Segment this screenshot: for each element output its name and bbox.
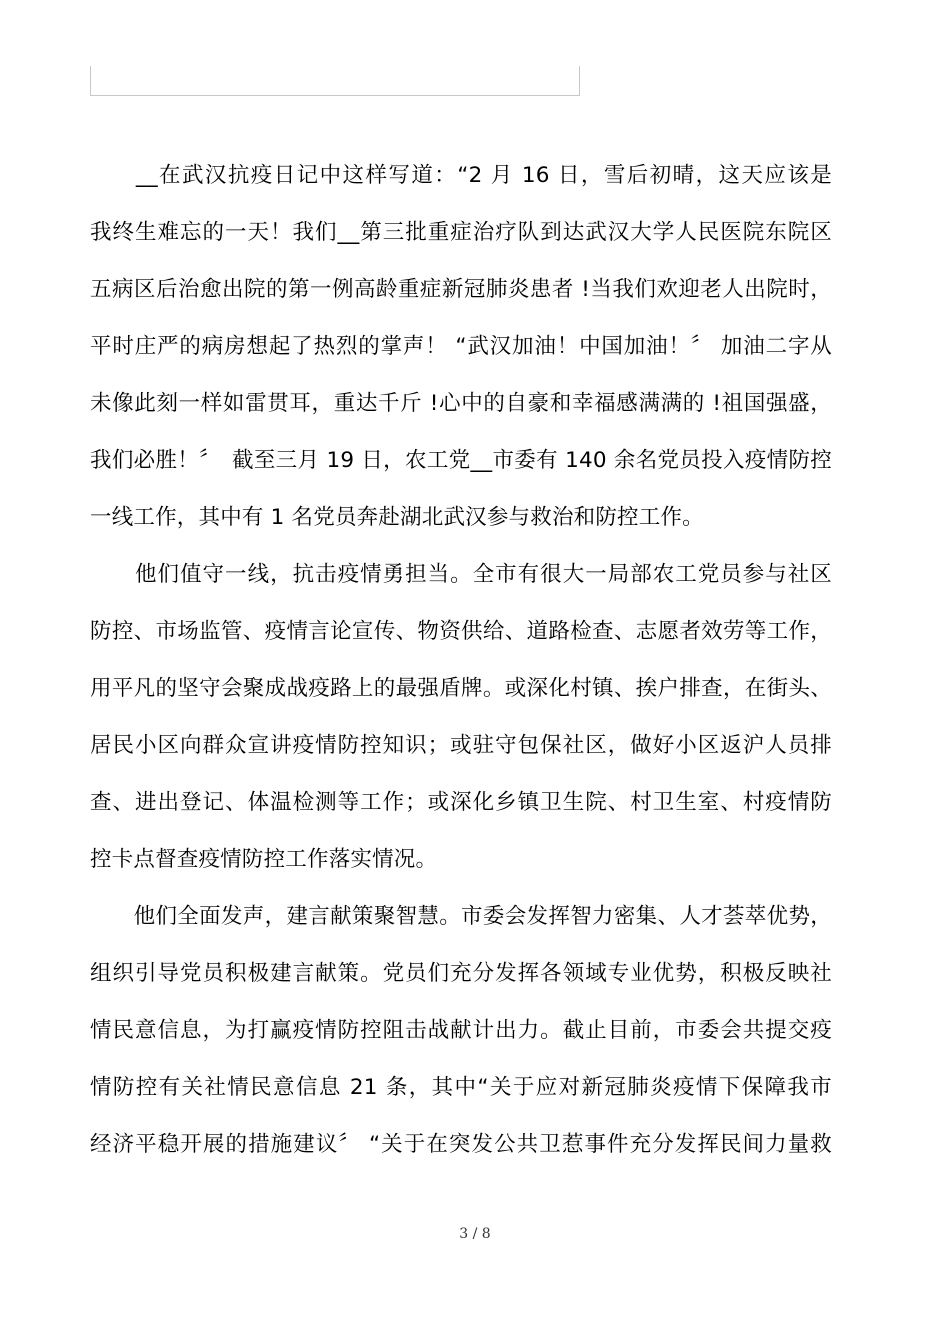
text-line: 我们必胜！〞 截至三月 19 日，农工党__市委有 140 余名党员投入疫情防控: [90, 448, 832, 473]
document-body: [90, 154, 832, 1180]
paragraph: [90, 154, 832, 553]
text-line: 未像此刻一样如雷贯耳，重达千斤 !心中的自豪和幸福感满满的 !祖国强盛，: [90, 391, 832, 416]
text-line: 防控、市场监管、疫情言论宣传、物资供给、道路检查、志愿者效劳等工作，: [90, 619, 832, 644]
page-number: 3 / 8: [459, 1226, 491, 1242]
text-line: 控卡点督查疫情防控工作落实情况。: [90, 847, 438, 872]
paragraph: [90, 895, 832, 1180]
text-line: __在武汉抗疫日记中这样写道：“2 月 16 日，雪后初晴，这天应该是: [90, 163, 832, 188]
text-line: 他们值守一线，抗击疫情勇担当。全市有很大一局部农工党员参与社区: [90, 562, 832, 587]
text-line: 五病区后治愈出院的第一例高龄重症新冠肺炎患者 !当我们欢迎老人出院时，: [90, 277, 832, 302]
table-fragment-border: [90, 66, 580, 96]
paragraph: [90, 553, 832, 895]
text-line: 查、进出登记、体温检测等工作；或深化乡镇卫生院、村卫生室、村疫情防: [90, 790, 832, 815]
text-line: 居民小区向群众宣讲疫情防控知识；或驻守包保社区，做好小区返沪人员排: [90, 733, 832, 758]
text-line: 一线工作，其中有 1 名党员奔赴湖北武汉参与救治和防控工作。: [90, 505, 704, 530]
text-line: 我终生难忘的一天！我们__第三批重症治疗队到达武汉大学人民医院东院区: [90, 220, 832, 245]
text-line: 经济平稳开展的措施建议〞 “关于在突发公共卫惹事件充分发挥民间力量救: [90, 1132, 832, 1157]
text-line: 组织引导党员积极建言献策。党员们充分发挥各领域专业优势，积极反映社: [90, 961, 832, 986]
text-line: 情防控有关社情民意信息 21 条，其中“关于应对新冠肺炎疫情下保障我市: [90, 1075, 832, 1100]
text-line: 用平凡的坚守会聚成战疫路上的最强盾牌。或深化村镇、挨户排查，在街头、: [90, 676, 832, 701]
text-line: 情民意信息，为打赢疫情防控阻击战献计出力。截止目前，市委会共提交疫: [90, 1018, 832, 1043]
text-line: 他们全面发声，建言献策聚智慧。市委会发挥智力密集、人才荟萃优势，: [90, 904, 832, 929]
text-line: 平时庄严的病房想起了热烈的掌声！ “武汉加油！中国加油！〞 加油二字从: [90, 334, 832, 359]
